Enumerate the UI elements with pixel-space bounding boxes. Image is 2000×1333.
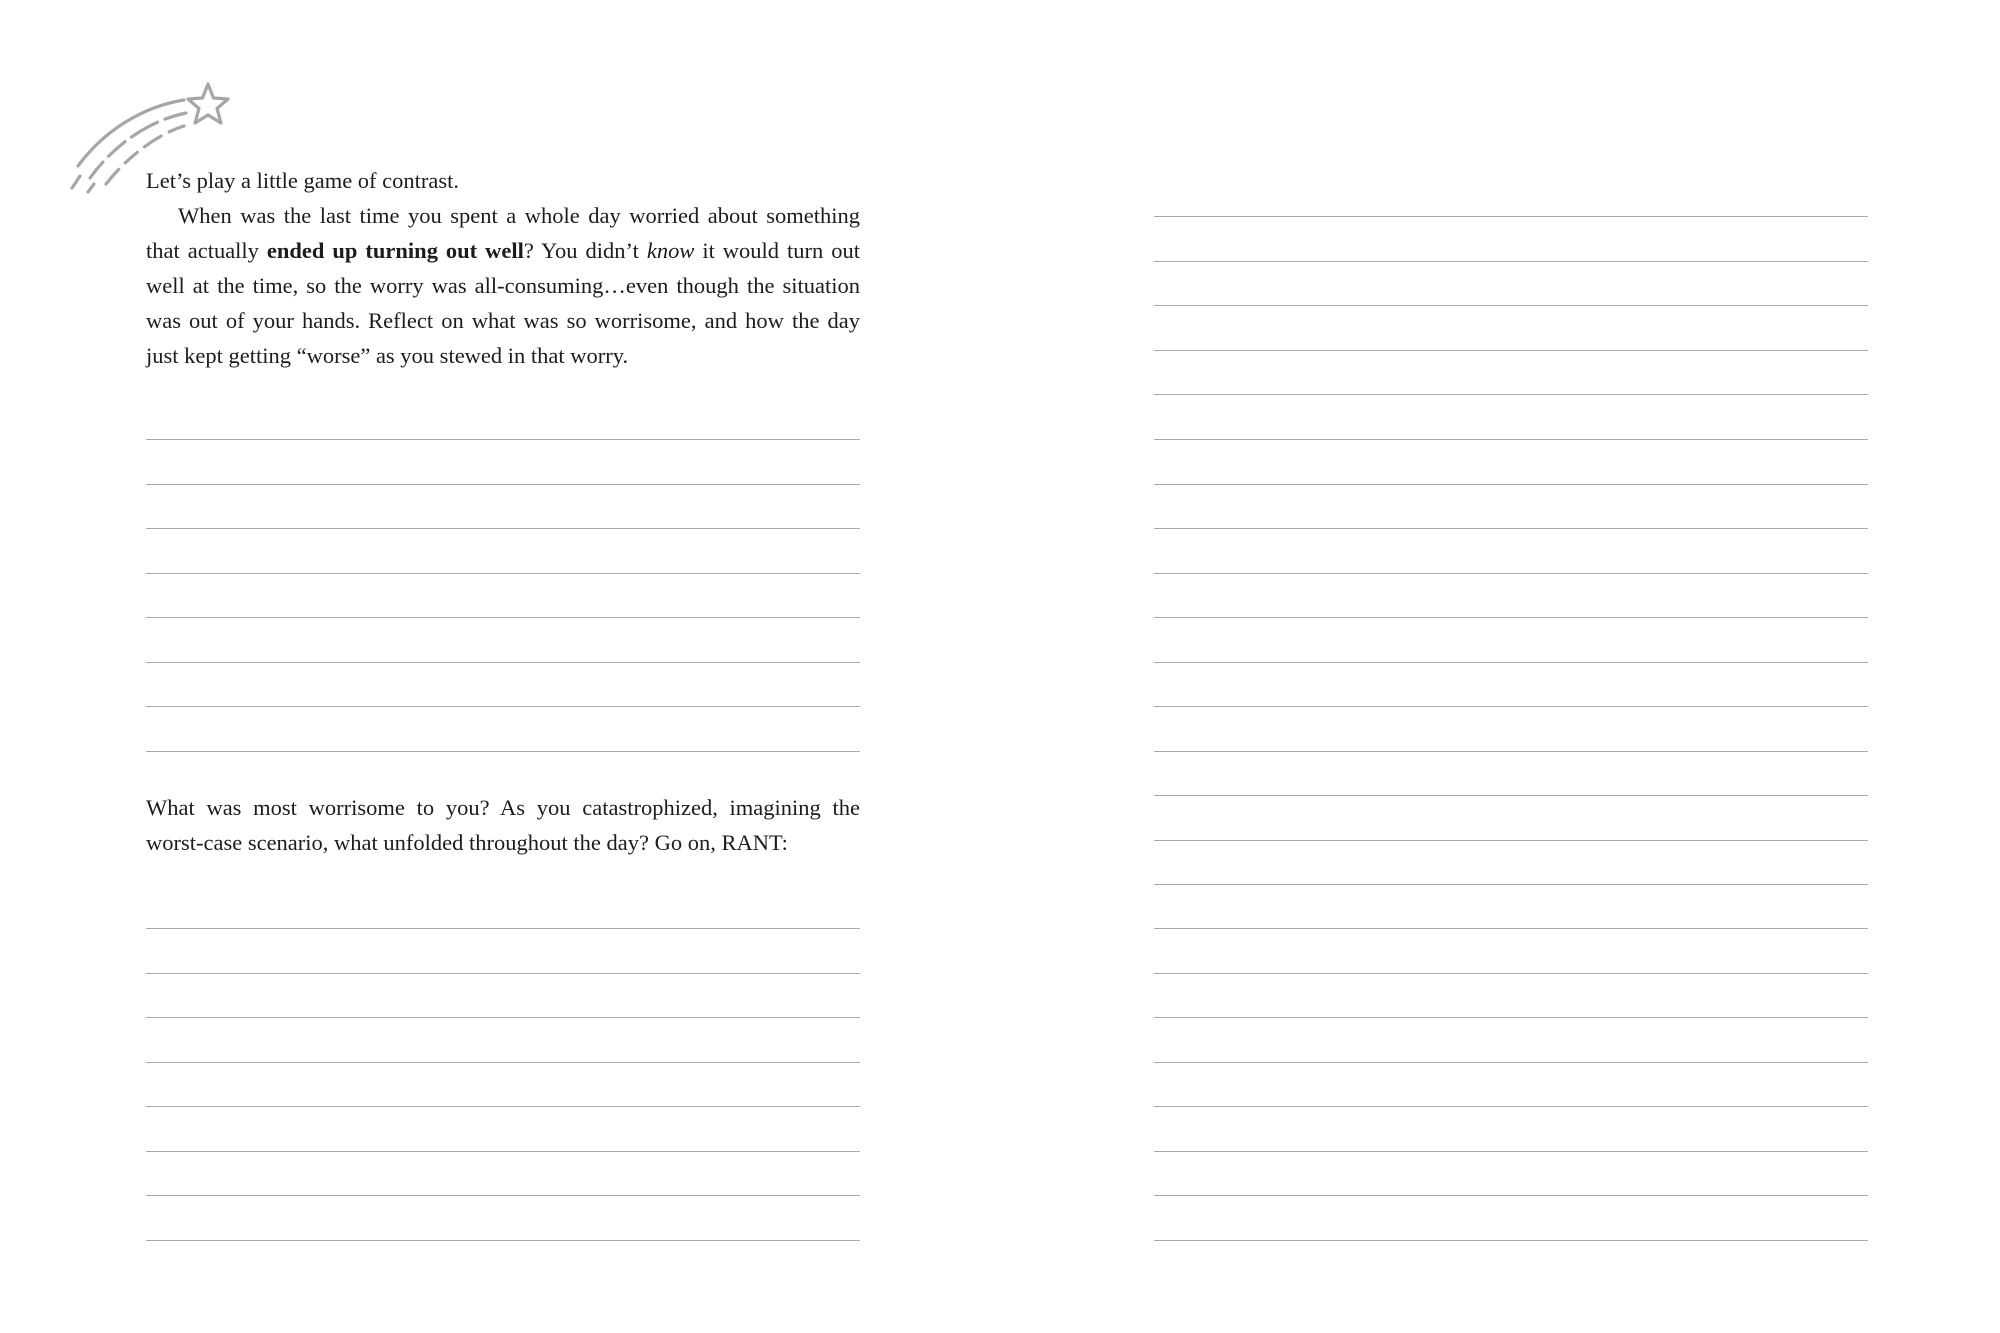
writing-line[interactable] (1154, 928, 1868, 929)
prompt-body-text-3: it would turn out well at the time, so the worry was all-consuming…even though the situation was out of your hands. Reflect on what was so worrisome, and how the day just kept getting “worse” as you stewed in that worry. (146, 238, 861, 368)
writing-line[interactable] (146, 617, 860, 618)
writing-line[interactable] (1154, 662, 1868, 663)
writing-line[interactable] (1154, 706, 1868, 707)
writing-line[interactable] (1154, 394, 1868, 395)
prompt-worst-case-text: What was most worrisome to you? As you catastrophized, imagining the worst-case scenario, what unfolded throughout the day? Go on, RANT: (146, 795, 860, 855)
writing-line[interactable] (146, 928, 860, 929)
writing-line[interactable] (146, 1195, 860, 1196)
writing-line[interactable] (1154, 484, 1868, 485)
writing-line[interactable] (146, 1062, 860, 1063)
prompt-body-text-1: When was the last time you spent a whole day worried about something that actually (146, 203, 860, 263)
writing-line[interactable] (1154, 1151, 1868, 1152)
writing-line[interactable] (1154, 617, 1868, 618)
writing-line[interactable] (146, 1106, 860, 1107)
writing-line[interactable] (1154, 305, 1868, 306)
writing-line[interactable] (1154, 1017, 1868, 1018)
writing-line[interactable] (1154, 1062, 1868, 1063)
writing-line[interactable] (1154, 439, 1868, 440)
prompt-intro: Let’s play a little game of contrast. (146, 168, 460, 193)
writing-line[interactable] (1154, 751, 1868, 752)
writing-line[interactable] (146, 751, 860, 752)
right-page (1000, 0, 2000, 1333)
writing-line[interactable] (1154, 1106, 1868, 1107)
writing-line[interactable] (146, 662, 860, 663)
writing-line[interactable] (146, 573, 860, 574)
writing-line[interactable] (1154, 528, 1868, 529)
writing-line[interactable] (146, 973, 860, 974)
writing-line[interactable] (1154, 350, 1868, 351)
prompt-bold-phrase: ended up turning out well (266, 238, 524, 263)
prompt-body (146, 198, 860, 373)
prompt-worst-case (146, 790, 860, 860)
writing-line[interactable] (1154, 973, 1868, 974)
writing-line[interactable] (146, 439, 860, 440)
prompt-italic-word: know (646, 238, 695, 263)
prompt-body-text-2: ? You didn’t (523, 238, 647, 263)
writing-line[interactable] (1154, 216, 1868, 217)
writing-line[interactable] (1154, 884, 1868, 885)
writing-line[interactable] (1154, 261, 1868, 262)
writing-line[interactable] (1154, 573, 1868, 574)
writing-line[interactable] (146, 1151, 860, 1152)
writing-line[interactable] (146, 484, 860, 485)
writing-line[interactable] (1154, 1240, 1868, 1241)
writing-line[interactable] (1154, 840, 1868, 841)
writing-line[interactable] (146, 528, 860, 529)
writing-line[interactable] (146, 1017, 860, 1018)
writing-line[interactable] (1154, 1195, 1868, 1196)
prompt-contrast-game (146, 163, 860, 373)
writing-line[interactable] (146, 706, 860, 707)
writing-line[interactable] (146, 1240, 860, 1241)
writing-line[interactable] (1154, 795, 1868, 796)
